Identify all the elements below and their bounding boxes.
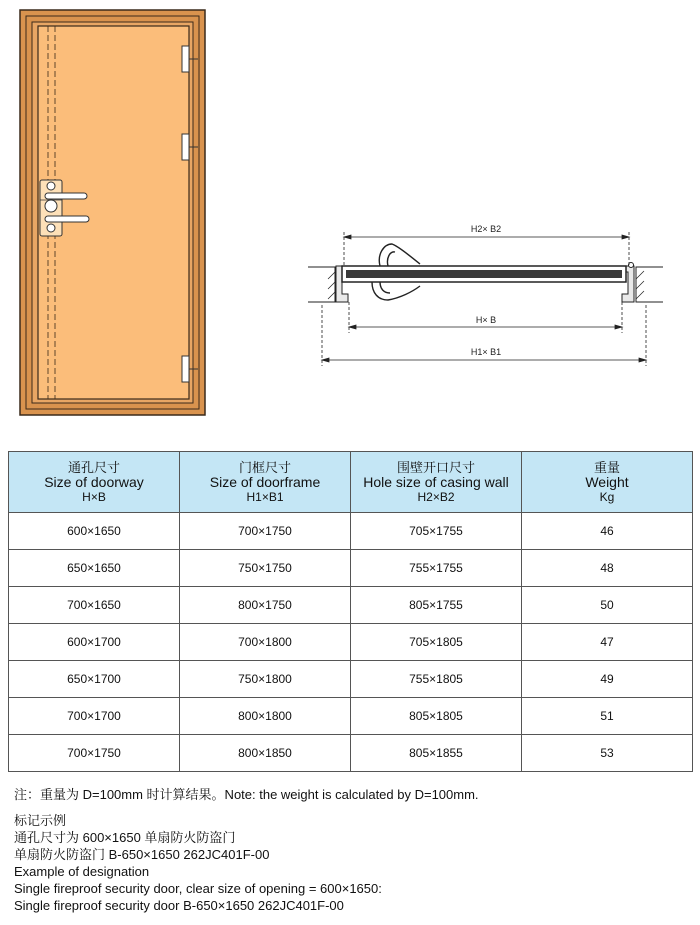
cell-doorway: 700×1650 [9,587,180,624]
cell-doorframe: 800×1800 [180,698,351,735]
cell-doorframe: 750×1750 [180,550,351,587]
table-row [9,661,693,698]
cell-doorframe: 800×1850 [180,735,351,772]
cell-casing-wall: 755×1755 [351,550,522,587]
technical-drawings [0,0,700,440]
header-casing-wall: 围壁开口尺寸 Hole size of casing wall H2×B2 [351,452,522,513]
table-row [9,698,693,735]
dim-label-hb: H× B [475,315,497,325]
cell-doorway: 650×1650 [9,550,180,587]
cell-weight: 47 [522,624,693,661]
dim-label-h2b2: H2× B2 [470,224,502,234]
door-elevation [20,10,205,415]
designation-title-en: Example of designation [14,864,150,879]
table-row [9,735,693,772]
cell-weight: 50 [522,587,693,624]
cell-casing-wall: 755×1805 [351,661,522,698]
table-header-row [9,452,693,513]
cell-casing-wall: 805×1805 [351,698,522,735]
cell-doorframe: 800×1750 [180,587,351,624]
header-doorframe: 门框尺寸 Size of doorframe H1×B1 [180,452,351,513]
header-weight: 重量 Weight Kg [522,452,693,513]
cell-casing-wall: 705×1755 [351,513,522,550]
cell-weight: 48 [522,550,693,587]
designation-line2-en: Single fireproof security door B-650×1650 262JC401F-00 [14,898,344,913]
cell-weight: 49 [522,661,693,698]
header-doorway: 通孔尺寸 Size of doorway H×B [9,452,180,513]
dim-label-h1b1: H1× B1 [470,347,502,357]
cell-weight: 53 [522,735,693,772]
cell-weight: 51 [522,698,693,735]
cell-doorframe: 700×1750 [180,513,351,550]
weight-note: 注：重量为 D=100mm 时计算结果。Note: the weight is calculated by D=100mm. [14,787,479,802]
cell-doorframe: 700×1800 [180,624,351,661]
designation-example [14,812,382,914]
table-row [9,587,693,624]
cell-doorway: 650×1700 [9,661,180,698]
table-row [9,624,693,661]
plan-section [308,232,663,366]
cell-casing-wall: 805×1755 [351,587,522,624]
cell-doorway: 700×1750 [9,735,180,772]
wall-right [636,267,663,302]
cell-doorway: 600×1650 [9,513,180,550]
cell-doorway: 700×1700 [9,698,180,735]
cell-casing-wall: 805×1855 [351,735,522,772]
cell-doorframe: 750×1800 [180,661,351,698]
table-row [9,550,693,587]
cell-weight: 46 [522,513,693,550]
designation-line2-cn: 单扇防火防盗门 B-650×1650 262JC401F-00 [14,847,270,862]
cell-doorway: 600×1700 [9,624,180,661]
table-row [9,513,693,550]
designation-title-cn: 标记示例 [14,813,67,828]
wall-left [308,267,336,302]
designation-line1-cn: 通孔尺寸为 600×1650 单扇防火防盗门 [14,830,236,845]
specification-table [8,451,693,772]
designation-line1-en: Single fireproof security door, clear size of opening = 600×1650: [14,881,382,896]
cell-casing-wall: 705×1805 [351,624,522,661]
handle-icon [379,244,420,266]
